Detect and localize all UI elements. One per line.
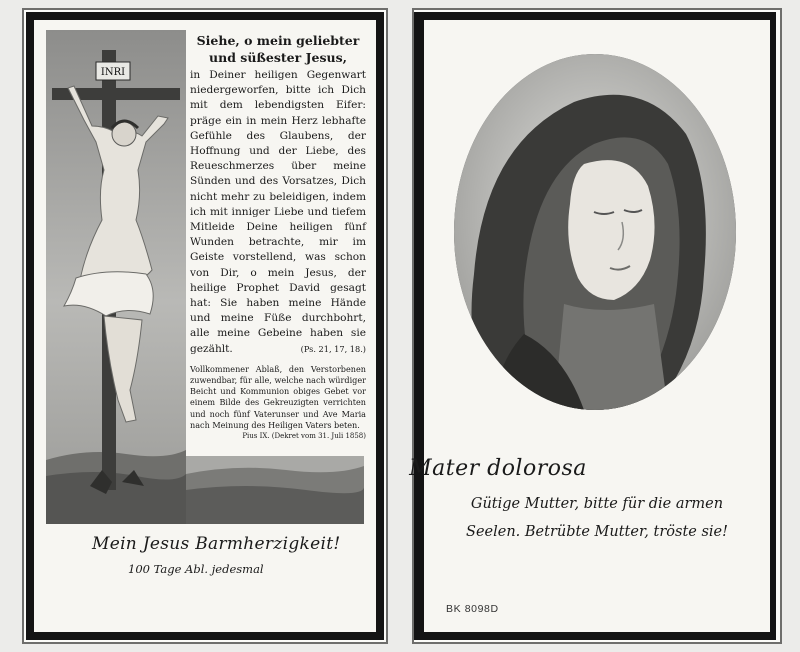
prayer-line-1: Gütige Mutter, bitte für die armen [470, 496, 724, 512]
prayer-body: in Deiner heiligen Gegenwart niedergeworfen, bitte ich Dich mit dem lebendigsten Eifer: präge ein in mein Herz lebhafte Gefühle des Glaubens, der Hoffnung und der Liebe, des Reueschmerzes über meine Sünden und des Vorsatzes, Dich nicht mehr zu beleidigen, indem ich mit inniger Liebe und tiefem Mitleide Deine heiligen fünf Wunden betrachte, mir im Geiste vorstellend, was schon von Dir, o mein Jesus, der heilige Prophet David gesagt hat: Sie haben meine Hände und meine Füße durchbohrt, alle meine Gebeine haben sie gezählt. [190, 69, 366, 355]
ejaculation-prayer: Mein Jesus Barmherzigkeit! [92, 534, 341, 554]
prayer-text [190, 32, 366, 440]
prayer-reference: (Ps. 21, 17, 18.) [300, 343, 366, 354]
inri-sign: INRI [100, 67, 126, 78]
indulgence-note: Vollkommener Ablaß, den Verstorbenen zuwendbar, für alle, welche nach würdiger Beicht und Kommunion obiges Gebet vor einem Bilde des Gekreuzigten verrichten und noch fünf Vaterunser und Ave Maria nach Meinung des Heiligen Vaters beten. [190, 363, 366, 430]
print-code: BK 8098D [446, 603, 499, 615]
indulgence-days: 100 Tage Abl. jedesmal [128, 562, 264, 576]
crucifix-image [46, 30, 186, 524]
prayer-line-2: Seelen. Betrübte Mutter, tröste sie! [466, 524, 728, 540]
indulgence-signature: Pius IX. (Dekret vom 31. Juli 1858) [242, 432, 366, 441]
mater-dolorosa-portrait [454, 54, 736, 410]
prayer-title: Siehe, o mein geliebter und süßester Jesus, [196, 33, 360, 65]
mater-dolorosa-title: Mater dolorosa [409, 456, 587, 481]
